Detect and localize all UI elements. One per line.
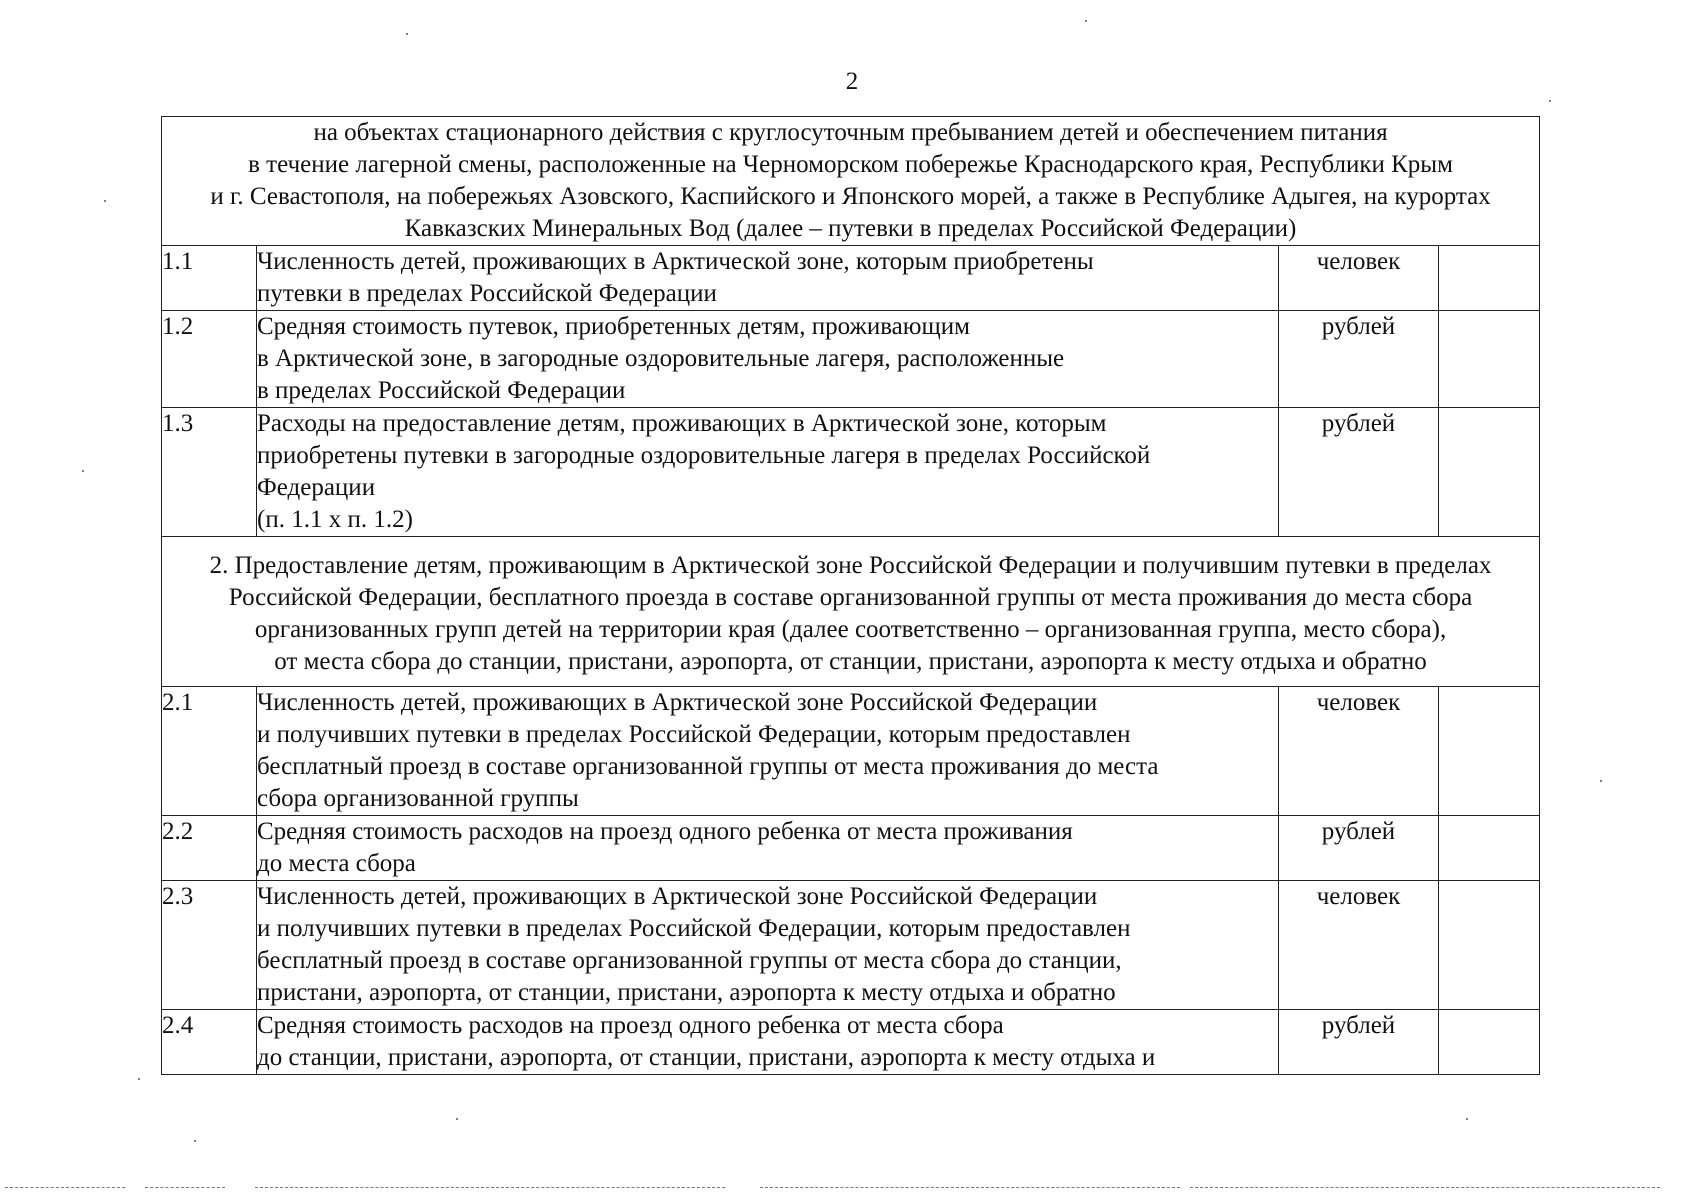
row-value (1439, 816, 1540, 881)
row-value (1439, 246, 1540, 311)
report-table (161, 116, 1540, 1075)
header-line: на объектах стационарного действия с круглосуточным пребыванием детей и обеспечением питания (313, 119, 1388, 146)
section2-header-row (162, 537, 1540, 687)
scan-cut-line (145, 1187, 225, 1188)
row-description (257, 246, 1279, 311)
row-number: 1.3 (162, 408, 257, 537)
row-unit: рублей (1279, 816, 1439, 881)
description-line: Численность детей, проживающих в Арктической зоне Российской Федерации (257, 689, 1098, 716)
scan-cut-line (5, 1187, 125, 1188)
row-number: 1.2 (162, 311, 257, 408)
scan-speck (82, 470, 84, 472)
scan-speck (1600, 780, 1602, 782)
description-line: Численность детей, проживающих в Арктической зоне, которым приобретены (257, 248, 1094, 275)
table-row (162, 881, 1540, 1010)
row-description (257, 1010, 1279, 1075)
description-line: в Арктической зоне, в загородные оздоровительные лагеря, расположенные (257, 345, 1065, 372)
description-line: сбора организованной группы (257, 785, 579, 812)
row-number: 1.1 (162, 246, 257, 311)
scan-speck (104, 200, 106, 202)
description-line: и получивших путевки в пределах Российской Федерации, которым предоставлен (257, 721, 1131, 748)
page-number: 2 (845, 68, 859, 95)
description-line: путевки в пределах Российской Федерации (257, 280, 717, 307)
description-line: Численность детей, проживающих в Арктической зоне Российской Федерации (257, 883, 1098, 910)
header-line: и г. Севастополя, на побережьях Азовского, Каспийского и Японского морей, а также в Республике Адыгея, на курортах (210, 183, 1491, 210)
header-line: Кавказских Минеральных Вод (далее – путевки в пределах Российской Федерации) (404, 215, 1297, 242)
header-line: 2. Предоставление детям, проживающим в Арктической зоне Российской Федерации и получившим путевки в пределах (209, 552, 1492, 579)
scan-cut-line (760, 1187, 1180, 1188)
section2-header (162, 537, 1540, 687)
description-line: Федерации (257, 474, 376, 501)
description-line: (п. 1.1 х п. 1.2) (257, 506, 413, 533)
description-line: до места сбора (257, 850, 416, 877)
description-line: пристани, аэропорта, от станции, пристани, аэропорта к месту отдыха и обратно (257, 979, 1116, 1006)
header-line: Российской Федерации, бесплатного проезда в составе организованной группы от места проживания до места сбора (228, 584, 1473, 611)
description-line: Средняя стоимость расходов на проезд одного ребенка от места сбора (257, 1012, 1004, 1039)
section1-header-row (162, 117, 1540, 246)
row-description (257, 311, 1279, 408)
table-row (162, 246, 1540, 311)
description-line: до станции, пристани, аэропорта, от станции, пристани, аэропорта к месту отдыха и (257, 1044, 1156, 1071)
table-row (162, 816, 1540, 881)
description-line: Расходы на предоставление детям, проживающих в Арктической зоне, которым (257, 410, 1107, 437)
row-number: 2.1 (162, 687, 257, 816)
row-description (257, 816, 1279, 881)
row-description (257, 687, 1279, 816)
row-description (257, 408, 1279, 537)
description-line: и получивших путевки в пределах Российской Федерации, которым предоставлен (257, 915, 1131, 942)
description-line: бесплатный проезд в составе организованной группы от места проживания до места (257, 753, 1159, 780)
row-number: 2.3 (162, 881, 257, 1010)
row-unit: рублей (1279, 311, 1439, 408)
scan-cut-line (1190, 1187, 1660, 1188)
row-value (1439, 881, 1540, 1010)
scan-cut-line (255, 1187, 725, 1188)
row-value (1439, 687, 1540, 816)
scan-speck (1085, 20, 1087, 22)
row-unit: рублей (1279, 408, 1439, 537)
row-unit: рублей (1279, 1010, 1439, 1075)
scan-speck (194, 1140, 196, 1142)
row-value (1439, 408, 1540, 537)
description-line: Средняя стоимость расходов на проезд одного ребенка от места проживания (257, 818, 1073, 845)
row-value (1439, 311, 1540, 408)
table-row (162, 408, 1540, 537)
description-line: в пределах Российской Федерации (257, 377, 626, 404)
row-description (257, 881, 1279, 1010)
description-line: бесплатный проезд в составе организованной группы от места сбора до станции, (257, 947, 1122, 974)
row-unit: человек (1279, 687, 1439, 816)
table-row (162, 311, 1540, 408)
row-value (1439, 1010, 1540, 1075)
table-row (162, 1010, 1540, 1075)
scan-speck (1466, 1118, 1468, 1120)
scan-speck (138, 1078, 140, 1080)
description-line: приобретены путевки в загородные оздоровительные лагеря в пределах Российской (257, 442, 1151, 469)
header-line: в течение лагерной смены, расположенные на Черноморском побережье Краснодарского края, Республики Крым (248, 151, 1453, 178)
row-unit: человек (1279, 881, 1439, 1010)
scan-speck (1549, 100, 1551, 102)
row-number: 2.2 (162, 816, 257, 881)
header-line: от места сбора до станции, пристани, аэропорта, от станции, пристани, аэропорта к месту отдыха и обратно (274, 648, 1427, 675)
description-line: Средняя стоимость путевок, приобретенных детям, проживающим (257, 313, 970, 340)
table-row (162, 687, 1540, 816)
row-number: 2.4 (162, 1010, 257, 1075)
scan-speck (456, 1118, 458, 1120)
section1-header (162, 117, 1540, 246)
header-line: организованных групп детей на территории края (далее соответственно – организованная группа, место сбора), (254, 616, 1447, 643)
scan-speck (406, 33, 408, 35)
row-unit: человек (1279, 246, 1439, 311)
